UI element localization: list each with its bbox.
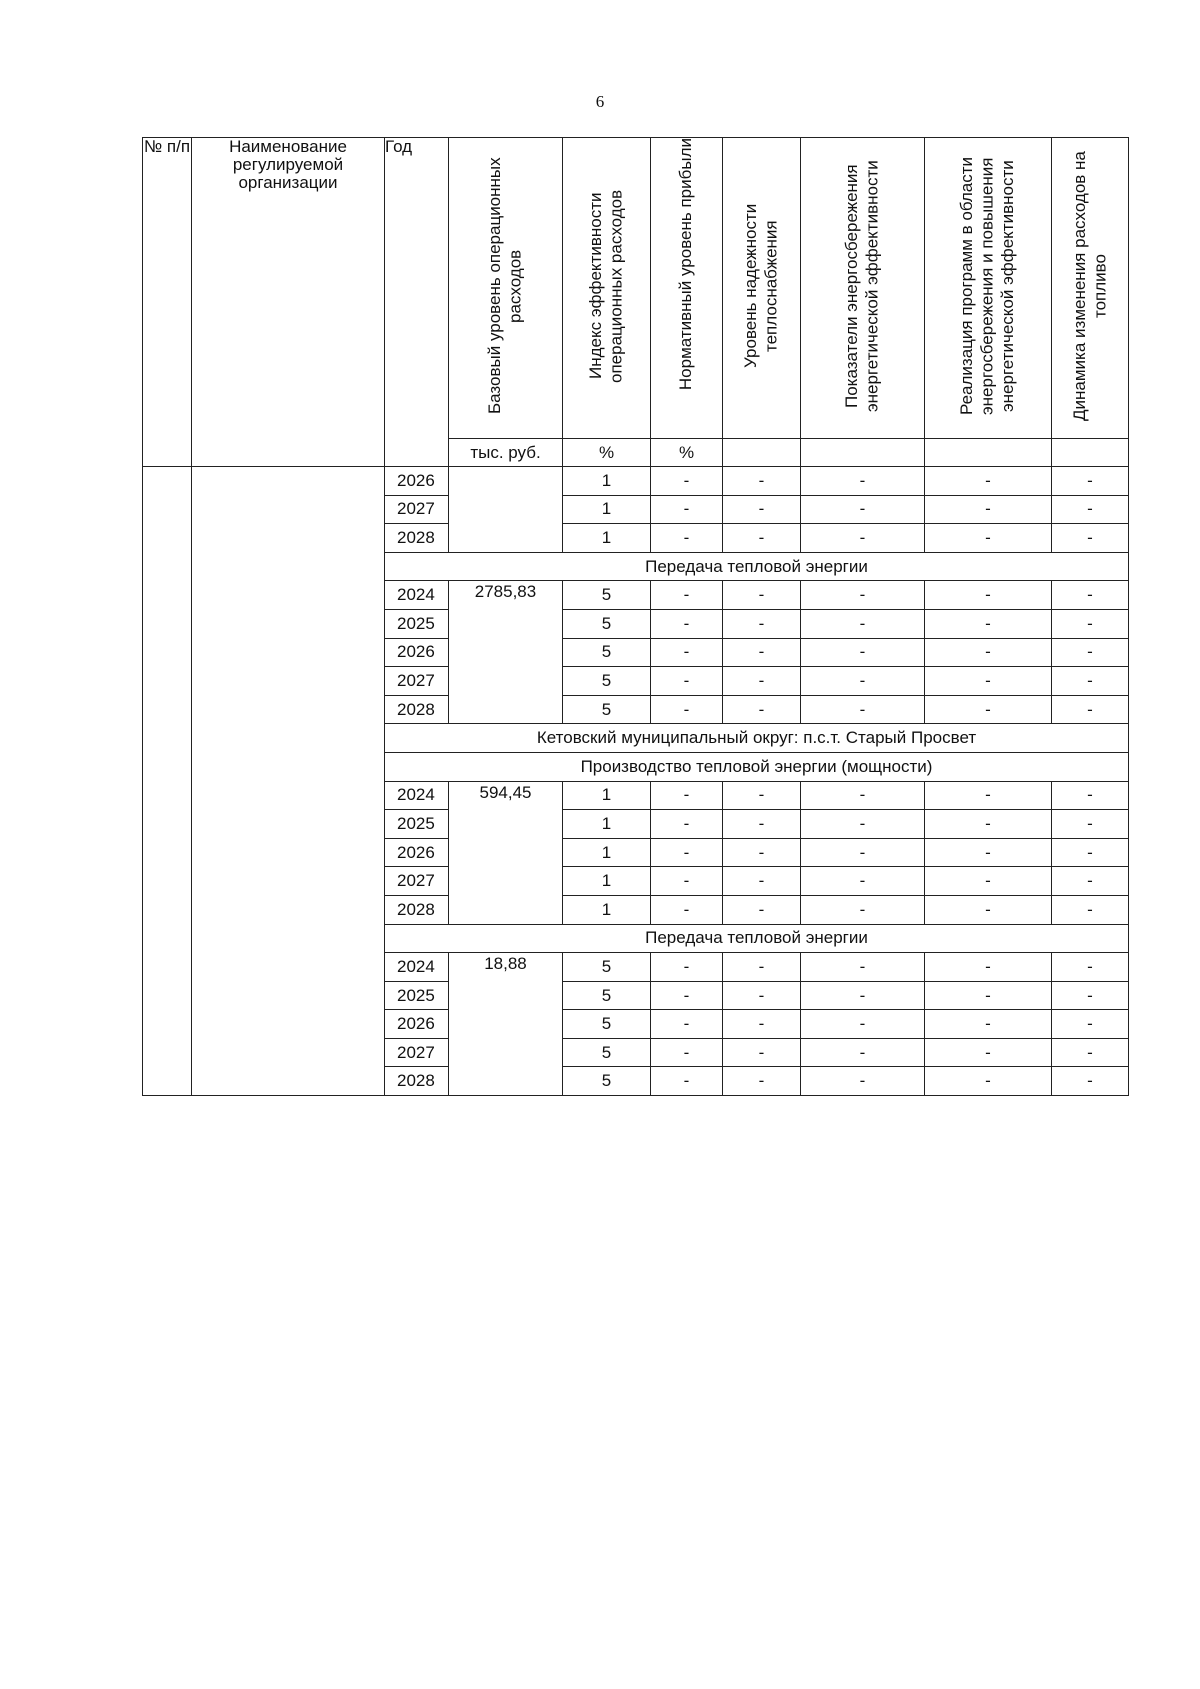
reliability-cell: - — [723, 810, 801, 839]
year-cell: 2028 — [385, 1067, 449, 1096]
energy-saving-cell: - — [801, 1010, 925, 1039]
year-cell: 2025 — [385, 981, 449, 1010]
energy-saving-cell: - — [801, 781, 925, 810]
program-cell: - — [925, 895, 1052, 924]
unit-empty — [723, 439, 801, 467]
program-cell: - — [925, 609, 1052, 638]
header-fuel: Динамика изменения расходов на топливо — [1052, 138, 1129, 439]
program-cell: - — [925, 1067, 1052, 1096]
year-cell: 2028 — [385, 524, 449, 553]
header-base-cost: Базовый уровень операционных расходов — [449, 138, 563, 439]
profit-cell: - — [651, 1010, 723, 1039]
energy-saving-cell: - — [801, 581, 925, 610]
fuel-cell: - — [1052, 1038, 1129, 1067]
fuel-cell: - — [1052, 695, 1129, 724]
profit-cell: - — [651, 981, 723, 1010]
year-cell: 2027 — [385, 667, 449, 696]
base-cost-cell: 594,45 — [449, 781, 563, 924]
energy-saving-cell: - — [801, 1067, 925, 1096]
efficiency-index-cell: 5 — [563, 1038, 651, 1067]
efficiency-index-cell: 5 — [563, 695, 651, 724]
profit-cell: - — [651, 638, 723, 667]
efficiency-index-cell: 5 — [563, 667, 651, 696]
district-title: Кетовский муниципальный округ: п.с.т. Старый Просвет — [385, 724, 1129, 753]
section-title: Передача тепловой энергии — [385, 924, 1129, 953]
energy-saving-cell: - — [801, 838, 925, 867]
energy-saving-cell: - — [801, 695, 925, 724]
efficiency-index-cell: 1 — [563, 524, 651, 553]
fuel-cell: - — [1052, 467, 1129, 496]
energy-saving-cell: - — [801, 609, 925, 638]
program-cell: - — [925, 1038, 1052, 1067]
unit-profit: % — [651, 439, 723, 467]
efficiency-index-cell: 5 — [563, 981, 651, 1010]
energy-saving-cell: - — [801, 524, 925, 553]
reliability-cell: - — [723, 581, 801, 610]
header-year: Год — [385, 138, 449, 467]
base-cost-cell — [449, 467, 563, 553]
reliability-cell: - — [723, 781, 801, 810]
fuel-cell: - — [1052, 1067, 1129, 1096]
reliability-cell: - — [723, 638, 801, 667]
year-cell: 2026 — [385, 467, 449, 496]
header-program: Реализация программ в области энергосбережения и повышения энергетической эффективности — [925, 138, 1052, 439]
profit-cell: - — [651, 867, 723, 896]
fuel-cell: - — [1052, 638, 1129, 667]
program-cell: - — [925, 867, 1052, 896]
energy-saving-cell: - — [801, 953, 925, 982]
reliability-cell: - — [723, 981, 801, 1010]
year-cell: 2026 — [385, 1010, 449, 1039]
fuel-cell: - — [1052, 781, 1129, 810]
reliability-cell: - — [723, 1010, 801, 1039]
unit-empty — [801, 439, 925, 467]
efficiency-index-cell: 5 — [563, 638, 651, 667]
fuel-cell: - — [1052, 981, 1129, 1010]
energy-saving-cell: - — [801, 467, 925, 496]
num-column-body — [143, 467, 192, 1096]
efficiency-index-cell: 1 — [563, 838, 651, 867]
year-cell: 2027 — [385, 1038, 449, 1067]
program-cell: - — [925, 524, 1052, 553]
year-cell: 2026 — [385, 638, 449, 667]
efficiency-index-cell: 1 — [563, 810, 651, 839]
fuel-cell: - — [1052, 495, 1129, 524]
reliability-cell: - — [723, 895, 801, 924]
unit-base: тыс. руб. — [449, 439, 563, 467]
reliability-cell: - — [723, 953, 801, 982]
reliability-cell: - — [723, 467, 801, 496]
program-cell: - — [925, 495, 1052, 524]
base-cost-cell: 18,88 — [449, 953, 563, 1096]
header-profit-level: Нормативный уровень прибыли — [651, 138, 723, 439]
header-num: № п/п — [143, 138, 192, 467]
section-title: Производство тепловой энергии (мощности) — [385, 752, 1129, 781]
program-cell: - — [925, 467, 1052, 496]
profit-cell: - — [651, 581, 723, 610]
table-row — [143, 467, 1129, 496]
year-cell: 2026 — [385, 838, 449, 867]
reliability-cell: - — [723, 667, 801, 696]
profit-cell: - — [651, 953, 723, 982]
profit-cell: - — [651, 667, 723, 696]
year-cell: 2028 — [385, 695, 449, 724]
efficiency-table — [142, 137, 1129, 1096]
reliability-cell: - — [723, 1067, 801, 1096]
year-cell: 2025 — [385, 810, 449, 839]
reliability-cell: - — [723, 867, 801, 896]
efficiency-index-cell: 1 — [563, 867, 651, 896]
energy-saving-cell: - — [801, 495, 925, 524]
program-cell: - — [925, 953, 1052, 982]
fuel-cell: - — [1052, 524, 1129, 553]
fuel-cell: - — [1052, 810, 1129, 839]
reliability-cell: - — [723, 609, 801, 638]
efficiency-index-cell: 5 — [563, 1067, 651, 1096]
efficiency-index-cell: 5 — [563, 581, 651, 610]
profit-cell: - — [651, 695, 723, 724]
profit-cell: - — [651, 1067, 723, 1096]
profit-cell: - — [651, 495, 723, 524]
year-cell: 2028 — [385, 895, 449, 924]
header-energy-saving: Показатели энергосбережения энергетической эффективности — [801, 138, 925, 439]
reliability-cell: - — [723, 838, 801, 867]
profit-cell: - — [651, 609, 723, 638]
fuel-cell: - — [1052, 867, 1129, 896]
header-reliability: Уровень надежности теплоснабжения — [723, 138, 801, 439]
program-cell: - — [925, 810, 1052, 839]
header-org: Наименование регулируемой организации — [192, 138, 385, 467]
energy-saving-cell: - — [801, 895, 925, 924]
energy-saving-cell: - — [801, 1038, 925, 1067]
header-row — [143, 138, 1129, 439]
efficiency-index-cell: 1 — [563, 495, 651, 524]
reliability-cell: - — [723, 695, 801, 724]
efficiency-index-cell: 5 — [563, 1010, 651, 1039]
energy-saving-cell: - — [801, 810, 925, 839]
efficiency-index-cell: 1 — [563, 781, 651, 810]
org-column-body — [192, 467, 385, 1096]
reliability-cell: - — [723, 495, 801, 524]
energy-saving-cell: - — [801, 867, 925, 896]
program-cell: - — [925, 1010, 1052, 1039]
year-cell: 2024 — [385, 953, 449, 982]
section-title: Передача тепловой энергии — [385, 552, 1129, 581]
year-cell: 2024 — [385, 781, 449, 810]
fuel-cell: - — [1052, 609, 1129, 638]
program-cell: - — [925, 781, 1052, 810]
fuel-cell: - — [1052, 895, 1129, 924]
year-cell: 2025 — [385, 609, 449, 638]
unit-eff: % — [563, 439, 651, 467]
profit-cell: - — [651, 781, 723, 810]
energy-saving-cell: - — [801, 638, 925, 667]
page-number: 6 — [595, 92, 605, 111]
profit-cell: - — [651, 810, 723, 839]
efficiency-index-cell: 5 — [563, 953, 651, 982]
program-cell: - — [925, 667, 1052, 696]
energy-saving-cell: - — [801, 667, 925, 696]
year-cell: 2024 — [385, 581, 449, 610]
energy-saving-cell: - — [801, 981, 925, 1010]
efficiency-index-cell: 1 — [563, 895, 651, 924]
profit-cell: - — [651, 895, 723, 924]
reliability-cell: - — [723, 1038, 801, 1067]
program-cell: - — [925, 695, 1052, 724]
fuel-cell: - — [1052, 667, 1129, 696]
program-cell: - — [925, 638, 1052, 667]
program-cell: - — [925, 581, 1052, 610]
base-cost-cell: 2785,83 — [449, 581, 563, 724]
fuel-cell: - — [1052, 838, 1129, 867]
profit-cell: - — [651, 467, 723, 496]
reliability-cell: - — [723, 524, 801, 553]
fuel-cell: - — [1052, 1010, 1129, 1039]
unit-empty — [1052, 439, 1129, 467]
profit-cell: - — [651, 838, 723, 867]
unit-empty — [925, 439, 1052, 467]
efficiency-index-cell: 5 — [563, 609, 651, 638]
year-cell: 2027 — [385, 867, 449, 896]
program-cell: - — [925, 981, 1052, 1010]
profit-cell: - — [651, 524, 723, 553]
program-cell: - — [925, 838, 1052, 867]
header-efficiency-index: Индекс эффективности операционных расходов — [563, 138, 651, 439]
fuel-cell: - — [1052, 581, 1129, 610]
efficiency-index-cell: 1 — [563, 467, 651, 496]
year-cell: 2027 — [385, 495, 449, 524]
profit-cell: - — [651, 1038, 723, 1067]
fuel-cell: - — [1052, 953, 1129, 982]
